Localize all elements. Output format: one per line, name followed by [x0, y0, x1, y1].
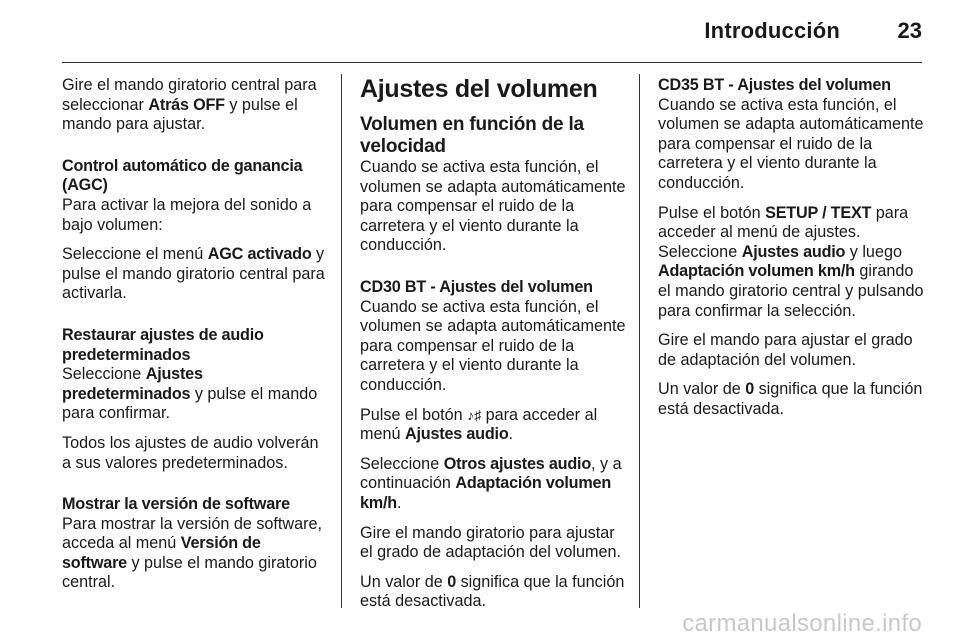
- intro-text: Cuando se activa esta función, el volumen se adapta automáticamente para compensar el ruido de la carretera y el viento durante la conducción.: [360, 158, 626, 255]
- column-2: [360, 76, 628, 622]
- term-setup-text: SETUP / TEXT: [765, 203, 872, 222]
- heading-ajustes-volumen: Ajustes del volumen: [360, 75, 598, 103]
- term-adaptacion-volumen: Adaptación volumen km/h: [658, 262, 855, 281]
- term-version-software: Versión de software: [62, 534, 261, 572]
- term-atras-off: Atrás OFF: [148, 95, 225, 114]
- header-title: Introducción: [704, 18, 840, 43]
- cd30-value: Un valor de 0 significa que la función está desactivada.: [360, 572, 625, 611]
- tone-icon: ♪♯: [467, 406, 482, 423]
- restore-note: Todos los ajustes de audio volverán a sus valores predeterminados.: [62, 433, 319, 472]
- paragraph-select-back: Gire el mando giratorio central para seleccionar Atrás OFF y pulse el mando para ajustar.: [62, 76, 317, 134]
- agc-title: Control automático de ganancia (AGC): [62, 156, 303, 195]
- header-rule: [62, 62, 922, 63]
- agc-instructions: Seleccione el menú AGC activado y pulse el mando giratorio central para activarla.: [62, 245, 325, 303]
- column-divider-1: [341, 74, 342, 608]
- cd30-turn: Gire el mando giratorio para ajustar el grado de adaptación del volumen.: [360, 523, 621, 562]
- cd35-title: CD35 BT - Ajustes del volumen: [658, 76, 891, 94]
- term-agc-activado: AGC activado: [207, 245, 312, 264]
- page-header: [0, 0, 960, 60]
- section-agc: [62, 157, 326, 235]
- cd30-select: Seleccione Otros ajustes audio, y a continuación Adaptación volumen km/h.: [360, 454, 622, 512]
- term-otros-ajustes-audio: Otros ajustes audio: [443, 454, 592, 473]
- cd30-press: Pulse el botón ♪♯ para acceder al menú Ajustes audio.: [360, 405, 598, 444]
- page-number: 23: [897, 18, 922, 43]
- section-restore: Restaurar ajustes de audio predeterminados Seleccione Ajustes predeterminados y pulse el mando para confirmar.: [62, 326, 326, 424]
- agc-text: Para activar la mejora del sonido a bajo volumen:: [62, 195, 312, 234]
- term-ajustes-predeterminados: Ajustes predeterminados: [62, 365, 203, 403]
- version-title: Mostrar la versión de software: [62, 495, 290, 514]
- restore-title: Restaurar ajustes de audio predeterminados: [62, 325, 264, 364]
- cd35-value: Un valor de 0 significa que la función está desactivada.: [658, 380, 923, 418]
- watermark: carmanualsonline.info: [682, 610, 922, 637]
- term-adaptacion-volumen: Adaptación volumen km/h: [360, 474, 612, 512]
- column-1: [62, 76, 326, 603]
- column-3: [658, 76, 926, 430]
- heading-volumen-velocidad: Volumen en función de la velocidad: [360, 114, 584, 157]
- section-version: Mostrar la versión de software Para mostrar la versión de software, acceda al menú Versión de software y pulse el mando giratorio central.: [62, 495, 326, 593]
- section-cd30: CD30 BT - Ajustes del volumen Cuando se activa esta función, el volumen se adapta automáticamente para compensar el ruido de la carretera y el viento durante la conducción.: [360, 278, 628, 396]
- term-ajustes-audio: Ajustes audio: [741, 242, 846, 261]
- column-divider-2: [639, 74, 640, 608]
- section-cd35: CD35 BT - Ajustes del volumen Cuando se activa esta función, el volumen se adapta automáticamente para compensar el ruido de la carretera y el viento durante la conducción.: [658, 76, 926, 194]
- cd30-title: CD30 BT - Ajustes del volumen: [360, 277, 593, 296]
- cd35-turn: Gire el mando para ajustar el grado de adaptación del volumen.: [658, 331, 913, 369]
- term-ajustes-audio: Ajustes audio: [405, 425, 509, 444]
- cd35-press: Pulse el botón SETUP / TEXT para acceder al menú de ajustes. Seleccione Ajustes audio y luego Adaptación volumen km/h girando el mando giratorio central y pulsando para confirmar la selección.: [658, 203, 924, 320]
